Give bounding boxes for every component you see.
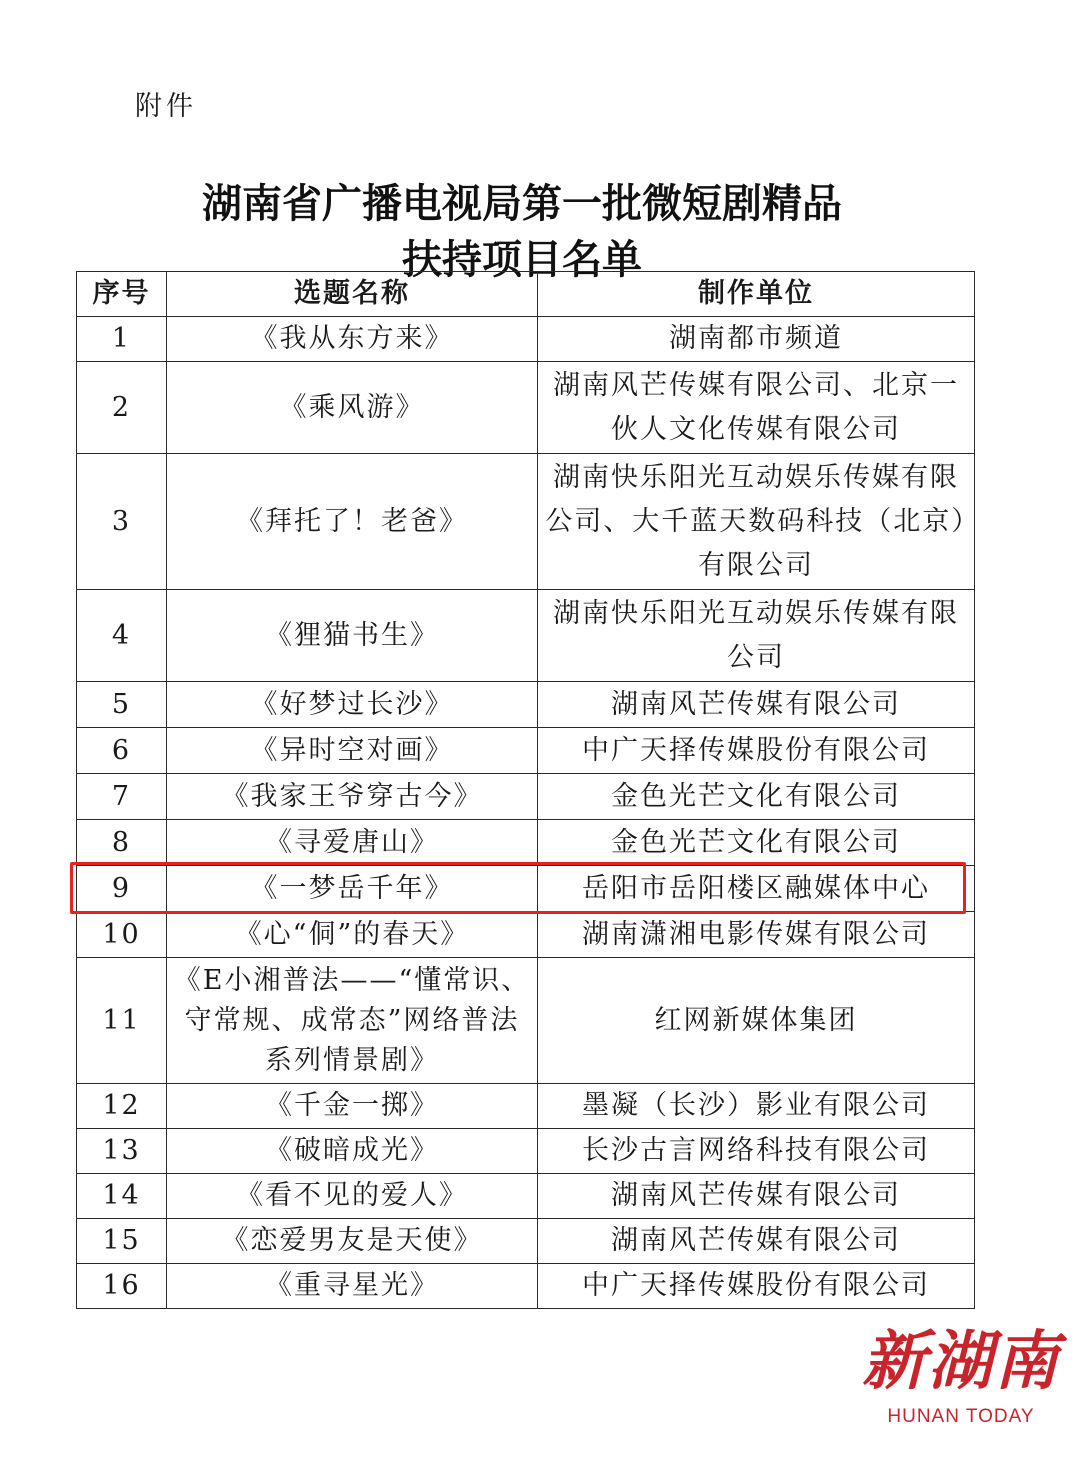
row-producer: 墨凝（长沙）影业有限公司 (538, 1084, 975, 1129)
row-producer: 金色光芒文化有限公司 (538, 820, 975, 866)
row-number: 1 (77, 317, 167, 362)
row-number: 5 (77, 682, 167, 728)
row-number: 11 (77, 958, 167, 1084)
row-producer: 中广天择传媒股份有限公司 (538, 1264, 975, 1309)
row-number: 9 (77, 866, 167, 912)
row-number: 14 (77, 1174, 167, 1219)
row-number: 2 (77, 362, 167, 454)
brand-tagline: HUNAN TODAY (887, 1406, 1035, 1427)
row-producer: 湖南快乐阳光互动娱乐传媒有限公司、大千蓝天数码科技（北京）有限公司 (538, 454, 975, 590)
table-row (77, 958, 975, 1084)
row-number: 15 (77, 1219, 167, 1264)
row-title: 《我从东方来》 (167, 317, 538, 362)
row-number: 7 (77, 774, 167, 820)
table-row (77, 454, 975, 590)
row-producer: 湖南风芒传媒有限公司 (538, 1174, 975, 1219)
row-producer: 湖南快乐阳光互动娱乐传媒有限公司 (538, 590, 975, 682)
table-header-row (77, 272, 975, 317)
table-row (77, 912, 975, 958)
row-9-highlight-box (70, 862, 966, 914)
row-title: 《重寻星光》 (167, 1264, 538, 1309)
row-producer: 长沙古言网络科技有限公司 (538, 1129, 975, 1174)
table-row (77, 1174, 975, 1219)
table-row (77, 362, 975, 454)
row-title: 《看不见的爱人》 (167, 1174, 538, 1219)
brand-name: 新湖南 (862, 1324, 1060, 1399)
row-title: 《狸猫书生》 (167, 590, 538, 682)
table-row (77, 1129, 975, 1174)
table-row (77, 1084, 975, 1129)
table-row (77, 774, 975, 820)
row-title: 《破暗成光》 (167, 1129, 538, 1174)
document-title: 湖南省广播电视局第一批微短剧精品 (202, 181, 842, 227)
document-subtitle: 扶持项目名单 (402, 237, 642, 283)
table-row (77, 590, 975, 682)
brand-logo (862, 1322, 1060, 1428)
project-table (76, 271, 975, 1309)
header-number: 序号 (77, 272, 167, 317)
row-producer: 湖南风芒传媒有限公司 (538, 682, 975, 728)
row-number: 12 (77, 1084, 167, 1129)
row-title: 《我家王爷穿古今》 (167, 774, 538, 820)
row-title: 《寻爱唐山》 (167, 820, 538, 866)
row-producer: 湖南风芒传媒有限公司 (538, 1219, 975, 1264)
row-number: 6 (77, 728, 167, 774)
table-row (77, 1264, 975, 1309)
row-number: 8 (77, 820, 167, 866)
row-producer: 金色光芒文化有限公司 (538, 774, 975, 820)
table-row (77, 1219, 975, 1264)
header-title: 选题名称 (167, 272, 538, 317)
row-number: 13 (77, 1129, 167, 1174)
row-producer: 岳阳市岳阳楼区融媒体中心 (538, 866, 975, 912)
row-title: 《千金一掷》 (167, 1084, 538, 1129)
row-producer: 红网新媒体集团 (538, 958, 975, 1084)
attachment-label: 附件 (135, 91, 197, 122)
row-title: 《恋爱男友是天使》 (167, 1219, 538, 1264)
row-title: 《乘风游》 (167, 362, 538, 454)
table-row (77, 682, 975, 728)
row-title: 《一梦岳千年》 (167, 866, 538, 912)
row-title: 《好梦过长沙》 (167, 682, 538, 728)
row-producer: 湖南风芒传媒有限公司、北京一伙人文化传媒有限公司 (538, 362, 975, 454)
table-row (77, 317, 975, 362)
row-title: 《异时空对画》 (167, 728, 538, 774)
row-title: 《E小湘普法——“懂常识、守常规、成常态”网络普法系列情景剧》 (167, 958, 538, 1084)
row-number: 16 (77, 1264, 167, 1309)
table-row (77, 820, 975, 866)
row-producer: 中广天择传媒股份有限公司 (538, 728, 975, 774)
row-number: 10 (77, 912, 167, 958)
row-producer: 湖南潇湘电影传媒有限公司 (538, 912, 975, 958)
row-number: 4 (77, 590, 167, 682)
row-title: 《拜托了！老爸》 (167, 454, 538, 590)
row-producer: 湖南都市频道 (538, 317, 975, 362)
row-number: 3 (77, 454, 167, 590)
table-row (77, 728, 975, 774)
row-title: 《心“侗”的春天》 (167, 912, 538, 958)
header-producer: 制作单位 (538, 272, 975, 317)
